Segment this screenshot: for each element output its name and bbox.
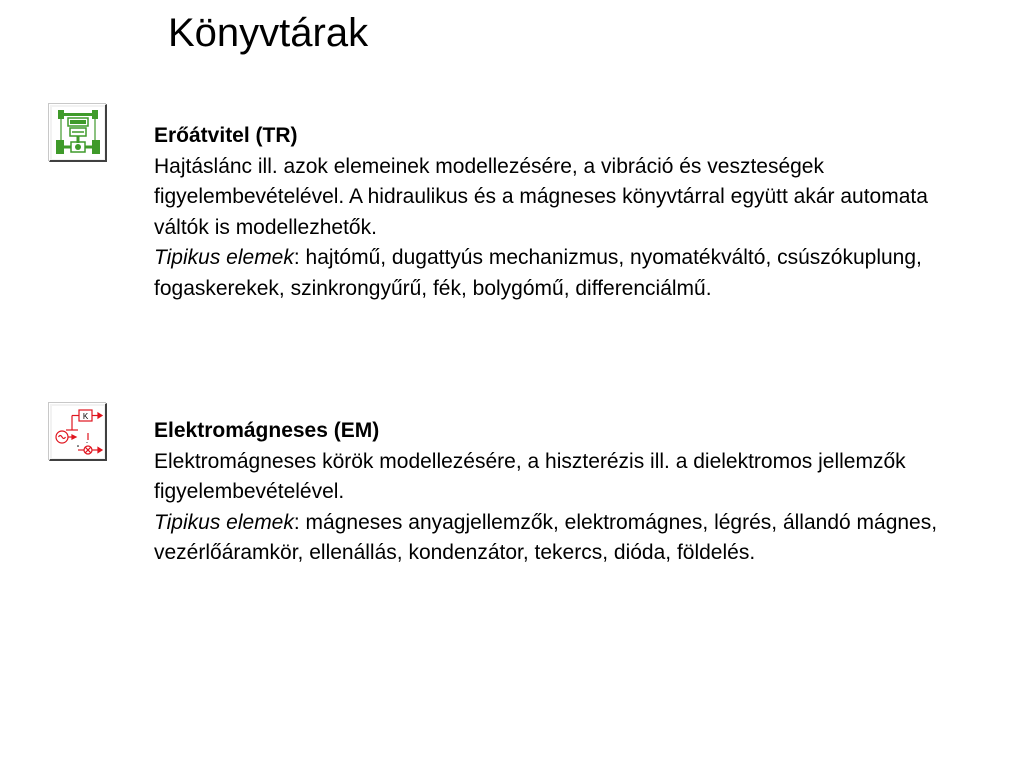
library-heading: Elektromágneses (EM) bbox=[154, 419, 380, 442]
drivetrain-icon bbox=[52, 107, 104, 159]
electromagnetic-library-icon[interactable] bbox=[49, 403, 107, 461]
library-typical-elements bbox=[154, 243, 984, 304]
library-description: Elektromágneses körök modellezésére, a hiszterézis ill. a dielektromos jellemzők figyelembevételével. bbox=[154, 449, 906, 503]
library-description: Hajtáslánc ill. azok elemeinek modellezésére, a vibráció és veszteségek figyelembevételével. A hidraulikus és a mágneses könyvtárral együtt akár automata váltók is modellezhetők. bbox=[154, 154, 928, 239]
typical-elements-list: : hajtómű, dugattyús mechanizmus, nyomatékváltó, csúszókuplung, fogaskerekek, szinkrongyűrű, fék, bolygómű, differenciálmű. bbox=[154, 246, 922, 300]
typical-elements-label: Tipikus elemek bbox=[154, 510, 294, 534]
library-block-transmission bbox=[154, 121, 984, 304]
library-typical-elements bbox=[154, 508, 984, 569]
library-heading: Erőátvitel (TR) bbox=[154, 124, 298, 147]
electromagnetic-circuit-icon bbox=[52, 406, 104, 458]
svg-text:K: K bbox=[82, 412, 89, 421]
typical-elements-list: : mágneses anyagjellemzők, elektromágnes, légrés, állandó mágnes, vezérlőáramkör, ellenállás, kondenzátor, tekercs, dióda, földelés. bbox=[154, 510, 938, 564]
svg-text:-: - bbox=[86, 440, 88, 446]
drivetrain-library-icon[interactable] bbox=[49, 104, 107, 162]
typical-elements-label: Tipikus elemek bbox=[154, 246, 294, 269]
library-block-electromagnetic bbox=[154, 416, 984, 569]
slide-title: Könyvtárak bbox=[168, 11, 369, 55]
